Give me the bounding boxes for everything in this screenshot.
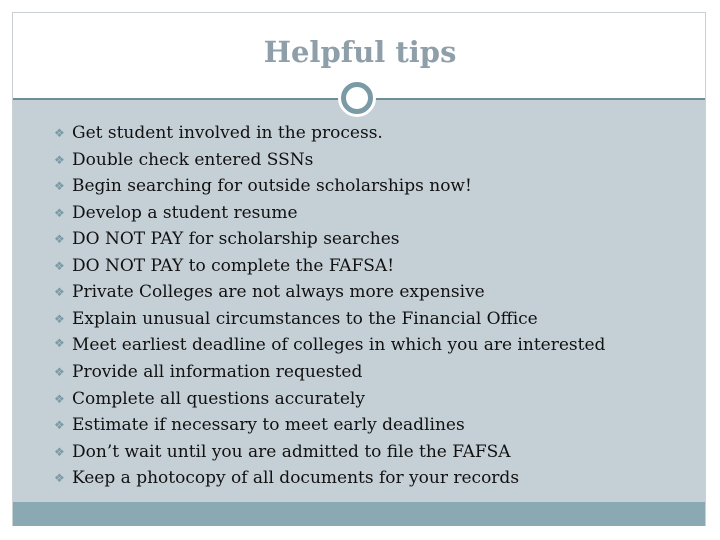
list-item xyxy=(54,173,702,200)
tip-text: Explain unusual circumstances to the Financial Office xyxy=(72,308,538,329)
bullet-icon: ❖ xyxy=(54,258,65,273)
list-item xyxy=(54,332,702,359)
list-item xyxy=(54,386,702,413)
bullet-icon: ❖ xyxy=(54,444,65,459)
bullet-icon: ❖ xyxy=(54,391,65,406)
tip-text: Keep a photocopy of all documents for your records xyxy=(72,468,520,488)
tips-list xyxy=(54,120,702,492)
bullet-icon: ❖ xyxy=(54,232,65,246)
slide-title: Helpful tips xyxy=(263,35,457,69)
list-item xyxy=(54,120,702,147)
tip-text: Develop a student resume xyxy=(72,202,298,223)
bullet-icon: ❖ xyxy=(54,205,65,220)
footer-bar xyxy=(13,502,705,526)
list-item xyxy=(54,147,702,174)
tip-text: DO NOT PAY to complete the FAFSA! xyxy=(72,255,395,276)
list-item xyxy=(54,465,702,492)
bullet-icon: ❖ xyxy=(54,285,65,299)
list-item xyxy=(54,359,702,386)
list-item xyxy=(54,226,702,253)
bullet-icon: ❖ xyxy=(54,179,65,193)
bullet-icon: ❖ xyxy=(54,152,65,167)
circle-ornament-icon xyxy=(338,79,376,117)
bullet-icon: ❖ xyxy=(54,418,65,432)
bullet-icon: ❖ xyxy=(54,336,65,350)
tip-text: Estimate if necessary to meet early deadlines xyxy=(72,415,465,435)
tip-text: Complete all questions accurately xyxy=(72,388,365,409)
tip-text: Private Colleges are not always more expensive xyxy=(72,282,485,302)
bullet-icon: ❖ xyxy=(54,365,65,379)
tip-text: Meet earliest deadline of colleges in which you are interested xyxy=(72,335,606,355)
bullet-icon: ❖ xyxy=(54,471,65,485)
tip-text: Don’t wait until you are admitted to file the FAFSA xyxy=(72,441,511,462)
list-item xyxy=(54,412,702,439)
list-item xyxy=(54,279,702,306)
list-item xyxy=(54,253,702,280)
list-item xyxy=(54,306,702,333)
tip-text: Begin searching for outside scholarships now! xyxy=(72,176,472,196)
tip-text: Get student involved in the process. xyxy=(72,123,383,143)
list-item xyxy=(54,439,702,466)
tip-text: DO NOT PAY for scholarship searches xyxy=(72,229,400,249)
tip-text: Double check entered SSNs xyxy=(72,149,314,170)
tip-text: Provide all information requested xyxy=(72,362,363,382)
list-item xyxy=(54,200,702,227)
bullet-icon: ❖ xyxy=(54,311,65,326)
circle-ring xyxy=(341,82,373,114)
bullet-icon: ❖ xyxy=(54,126,65,140)
